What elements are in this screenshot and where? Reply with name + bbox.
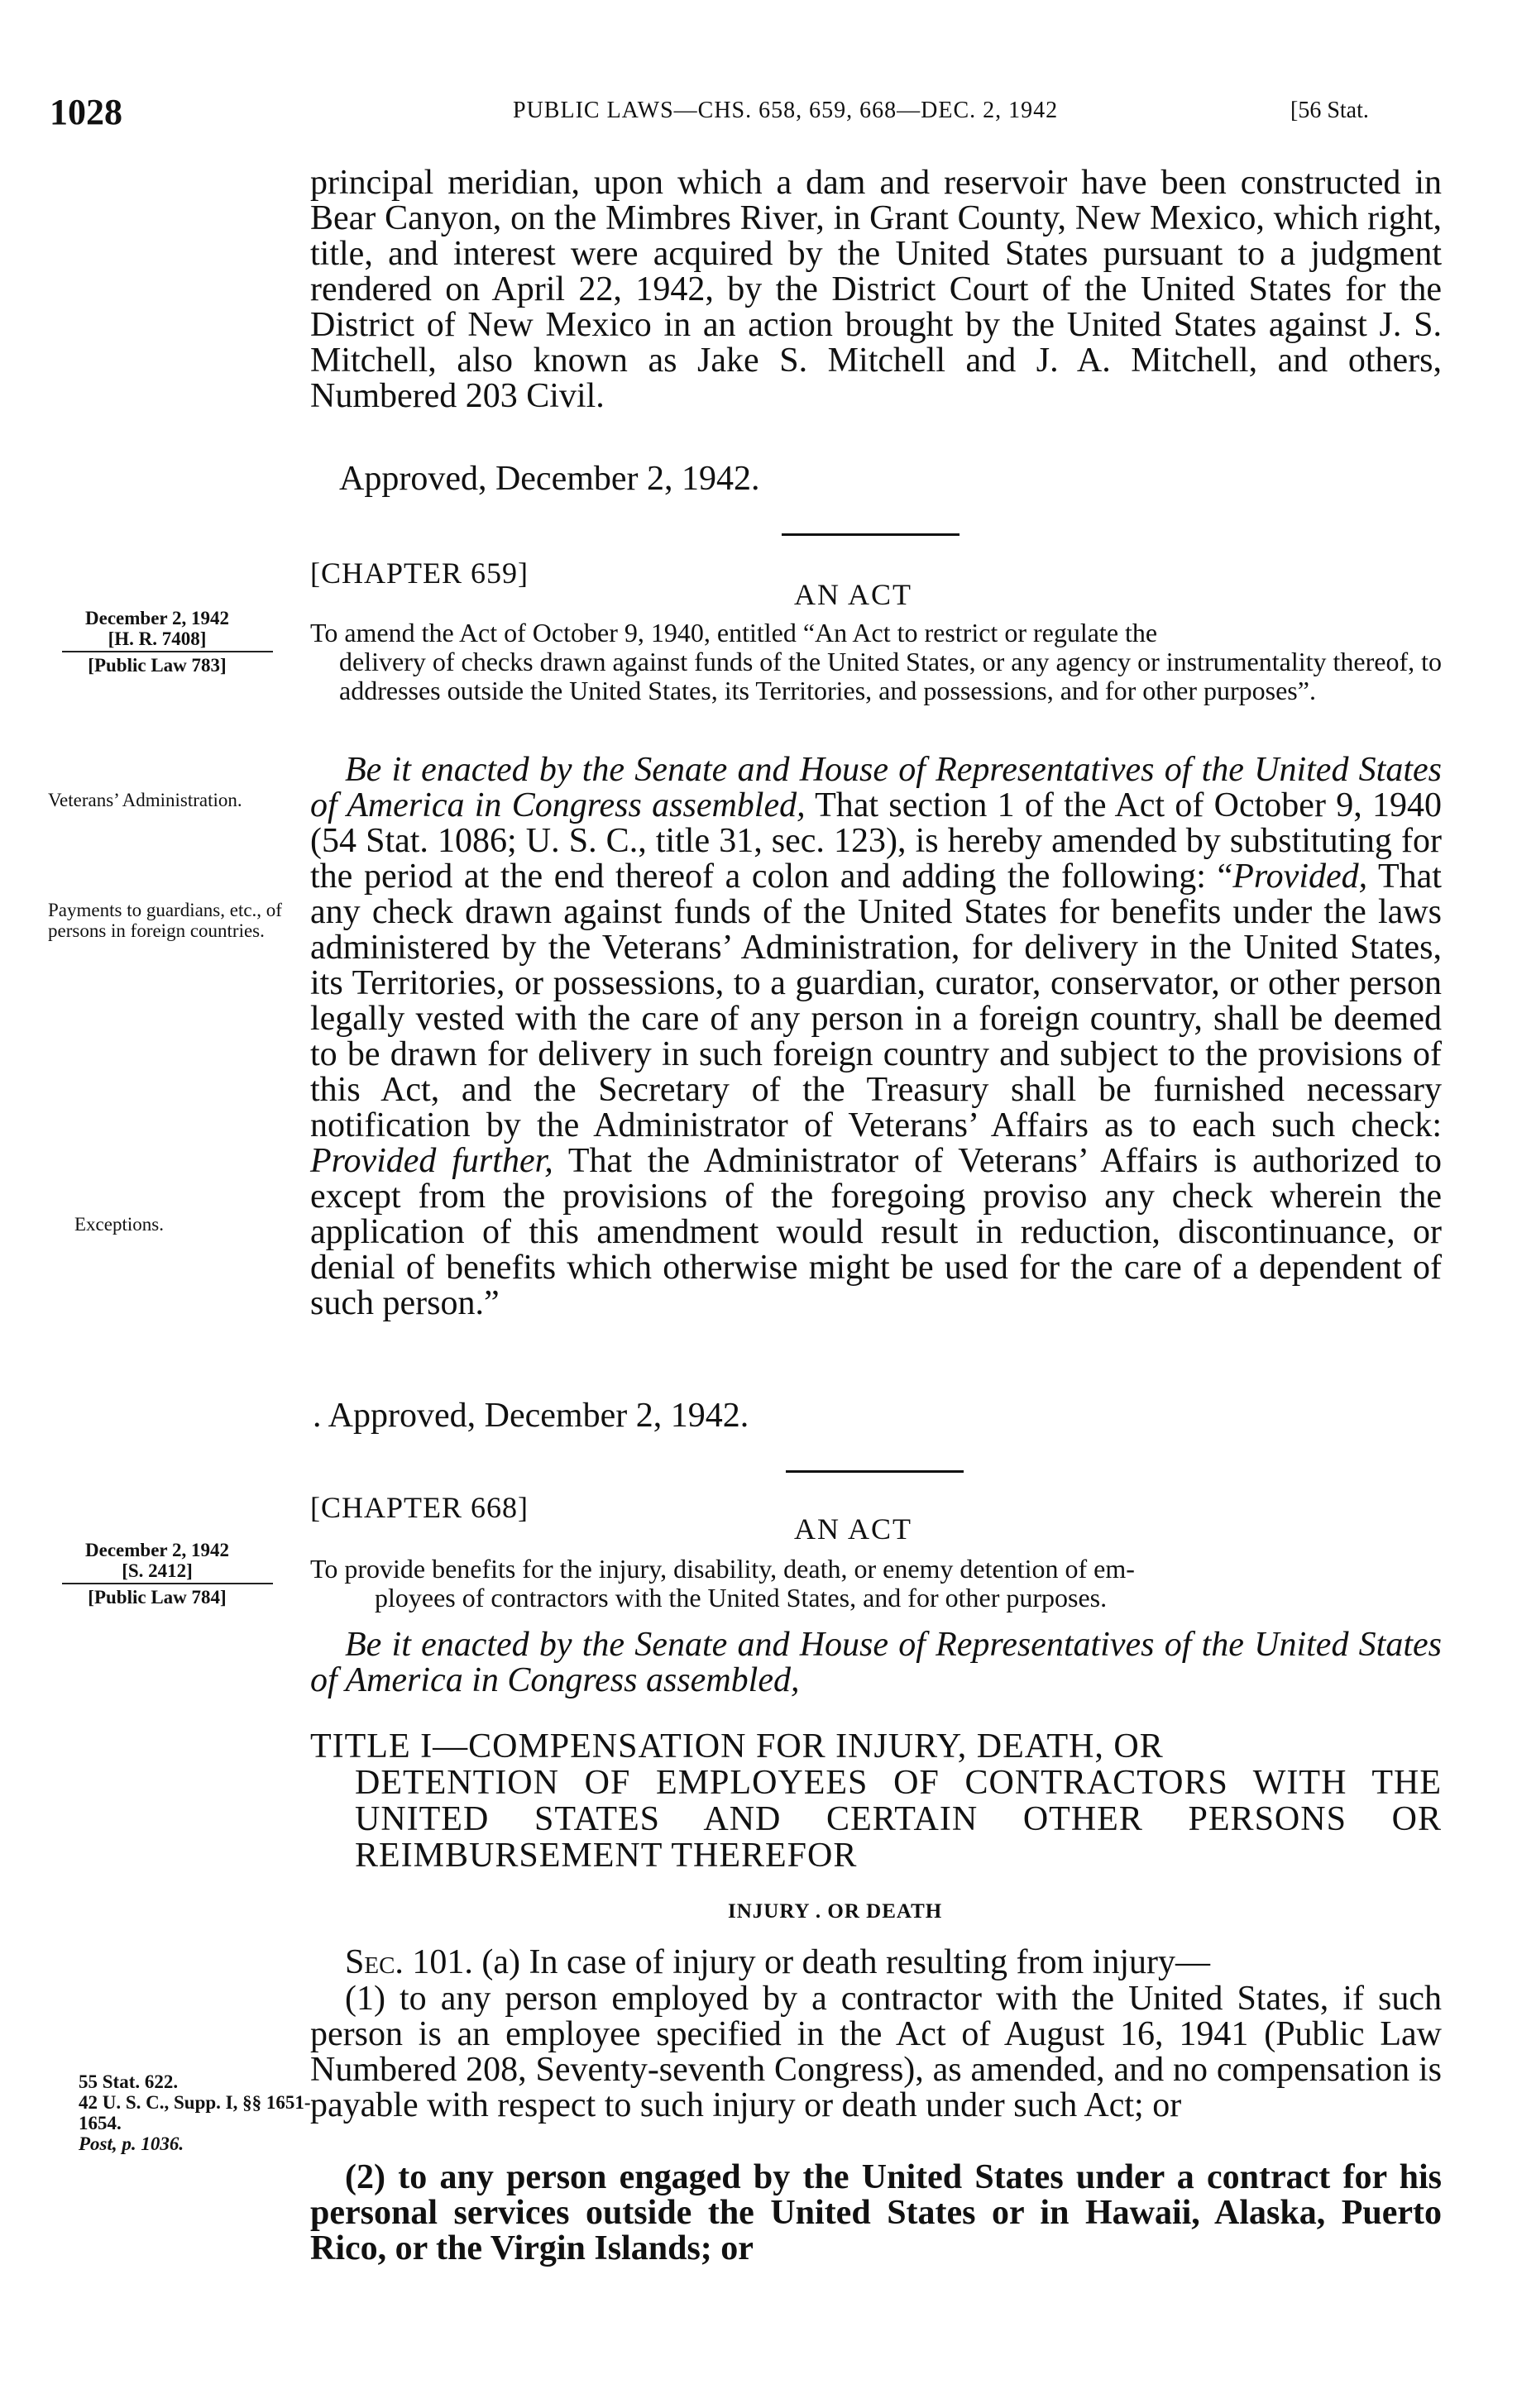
title-heading-rest: DETENTION OF EMPLOYEES OF CONTRACTORS WITH THE UNITED STATES AND CERTAIN OTHER PERSONS OR REIMBURSEMENT THEREFOR <box>355 1764 1442 1875</box>
chapter-668-margin-bill: [S. 2412] <box>122 1560 193 1581</box>
margin-ref-stat: 55 Stat. 622. <box>79 2071 179 2092</box>
chapter-659-provided: Provided, <box>1232 858 1368 896</box>
chapter-659-text-part1: That section 1 of the Act of October 9, 1940 (54 Stat. 1086; U. S. C., title 31, sec. 123), is hereby amended by substituting for the period at the end thereof a colon and adding the following: “ <box>310 786 1442 896</box>
section-101-intro <box>310 1945 1442 1980</box>
margin-ref-usc: 42 U. S. C., Supp. I, §§ 1651-1654. <box>79 2092 311 2133</box>
stat-reference: [56 Stat. <box>1290 98 1369 123</box>
chapter-659-margin-public-law: [Public Law 783] <box>88 655 227 676</box>
margin-rule <box>62 651 273 652</box>
margin-ref-post: Post, p. 1036. <box>79 2133 184 2154</box>
section-101-label: Sec. 101. <box>345 1943 473 1981</box>
chapter-659-an-act: AN ACT <box>794 578 913 611</box>
chapter-659-enacting-clause: Be it enacted by the Senate and House of Representatives of the United States of America in Congress assembled, <box>310 751 1442 824</box>
chapter-659-text-part2: That any check drawn against funds of the United States for benefits under the laws administered by the Veterans’ Administration, for delivery in the United States, its Territories, or possessions, to a guardian, curator, conservator, or other person legally vested with the care of any person in a foreign country, shall be deemed to be drawn for delivery in such foreign country and subject to the provisions of this Act, and the Secretary of the Treasury shall be furnished necessary notification by the Administrator of Veterans’ Affairs as to each such check: <box>310 858 1442 1144</box>
chapter-668-margin-public-law: [Public Law 784] <box>88 1587 227 1608</box>
section-101-text: (a) In case of injury or death resulting from injury— <box>472 1943 1210 1981</box>
page-number: 1028 <box>50 92 122 132</box>
chapter-658-approved: Approved, December 2, 1942. <box>339 460 760 498</box>
chapter-668-enacting-clause: Be it enacted by the Senate and House of Representatives of the United States of America in Congress assembled, <box>310 1626 1442 1699</box>
chapter-668-an-act: AN ACT <box>794 1512 913 1546</box>
chapter-659-label: [CHAPTER 659] <box>310 557 529 590</box>
chapter-659-description-first: To amend the Act of October 9, 1940, entitled “An Act to restrict or regulate the <box>310 618 1158 647</box>
chapter-668-description-first: To provide benefits for the injury, disability, death, or enemy detention of em- <box>310 1554 1135 1584</box>
margin-note-payments: Payments to guardians, etc., of persons in foreign countries. <box>48 900 282 941</box>
chapter-668-label: [CHAPTER 668] <box>310 1491 529 1524</box>
chapter-658-paragraph: principal meridian, upon which a dam and reservoir have been constructed in Bear Canyon, on the Mimbres River, in Grant County, New Mexico, which right, title, and interest were acquired by the United States pursuant to a judgment rendered on April 22, 1942, by the District Court of the United States for the District of New Mexico in an action brought by the United States against J. S. Mitchell, also known as Jake S. Mitchell and J. A. Mitchell, and others, Numbered 203 Civil. <box>310 164 1442 415</box>
section-101-item-1: (1) to any person employed by a contractor with the United States, if such person is an employee specified in the Act of August 16, 1941 (Public Law Numbered 208, Seventy-seventh Congress), as amended, and no compensation is payable with respect to such injury or death under such Act; or <box>310 1980 1442 2124</box>
chapter-659-description <box>310 619 1442 705</box>
running-head: PUBLIC LAWS—CHS. 658, 659, 668—DEC. 2, 1942 <box>513 98 1059 123</box>
chapter-659-margin-bill: [H. R. 7408] <box>108 628 207 649</box>
chapter-668-description-rest: ployees of contractors with the United States, and for other purposes. <box>375 1583 1108 1612</box>
title-heading-first: TITLE I—COMPENSATION FOR INJURY, DEATH, OR <box>310 1727 1164 1765</box>
chapter-659-approved: . Approved, December 2, 1942. <box>313 1397 749 1435</box>
margin-note-exceptions: Exceptions. <box>74 1214 164 1235</box>
chapter-668-description <box>310 1555 1442 1612</box>
margin-rule <box>62 1583 273 1584</box>
chapter-668-margin-date: December 2, 1942 <box>85 1540 229 1560</box>
chapter-659-description-rest: delivery of checks drawn against funds of the United States, or any agency or instrumentality thereof, to addresses outside the United States, its Territories, and possessions, and for other purposes”. <box>339 647 1442 705</box>
chapter-659-text <box>310 752 1442 1321</box>
title-heading <box>310 1728 1442 1874</box>
subheading: INJURY . OR DEATH <box>728 1900 943 1923</box>
chapter-659-text-part3: That the Administrator of Veterans’ Affairs is authorized to except from the provisions of the foregoing proviso any check wherein the application of this amendment would result in reduction, discontinuance, or denial of benefits which otherwise might be used for the care of a dependent of such person.” <box>310 1142 1442 1322</box>
chapter-659-provided-further: Provided further, <box>310 1142 553 1180</box>
section-divider <box>782 533 959 536</box>
chapter-659-margin-date: December 2, 1942 <box>85 608 229 628</box>
section-101-item-2: (2) to any person engaged by the United States under a contract for his personal services outside the United States or in Hawaii, Alaska, Puerto Rico, or the Virgin Islands; or <box>310 2158 1442 2267</box>
section-divider <box>786 1470 964 1473</box>
margin-note-veterans: Veterans’ Administration. <box>48 790 242 810</box>
